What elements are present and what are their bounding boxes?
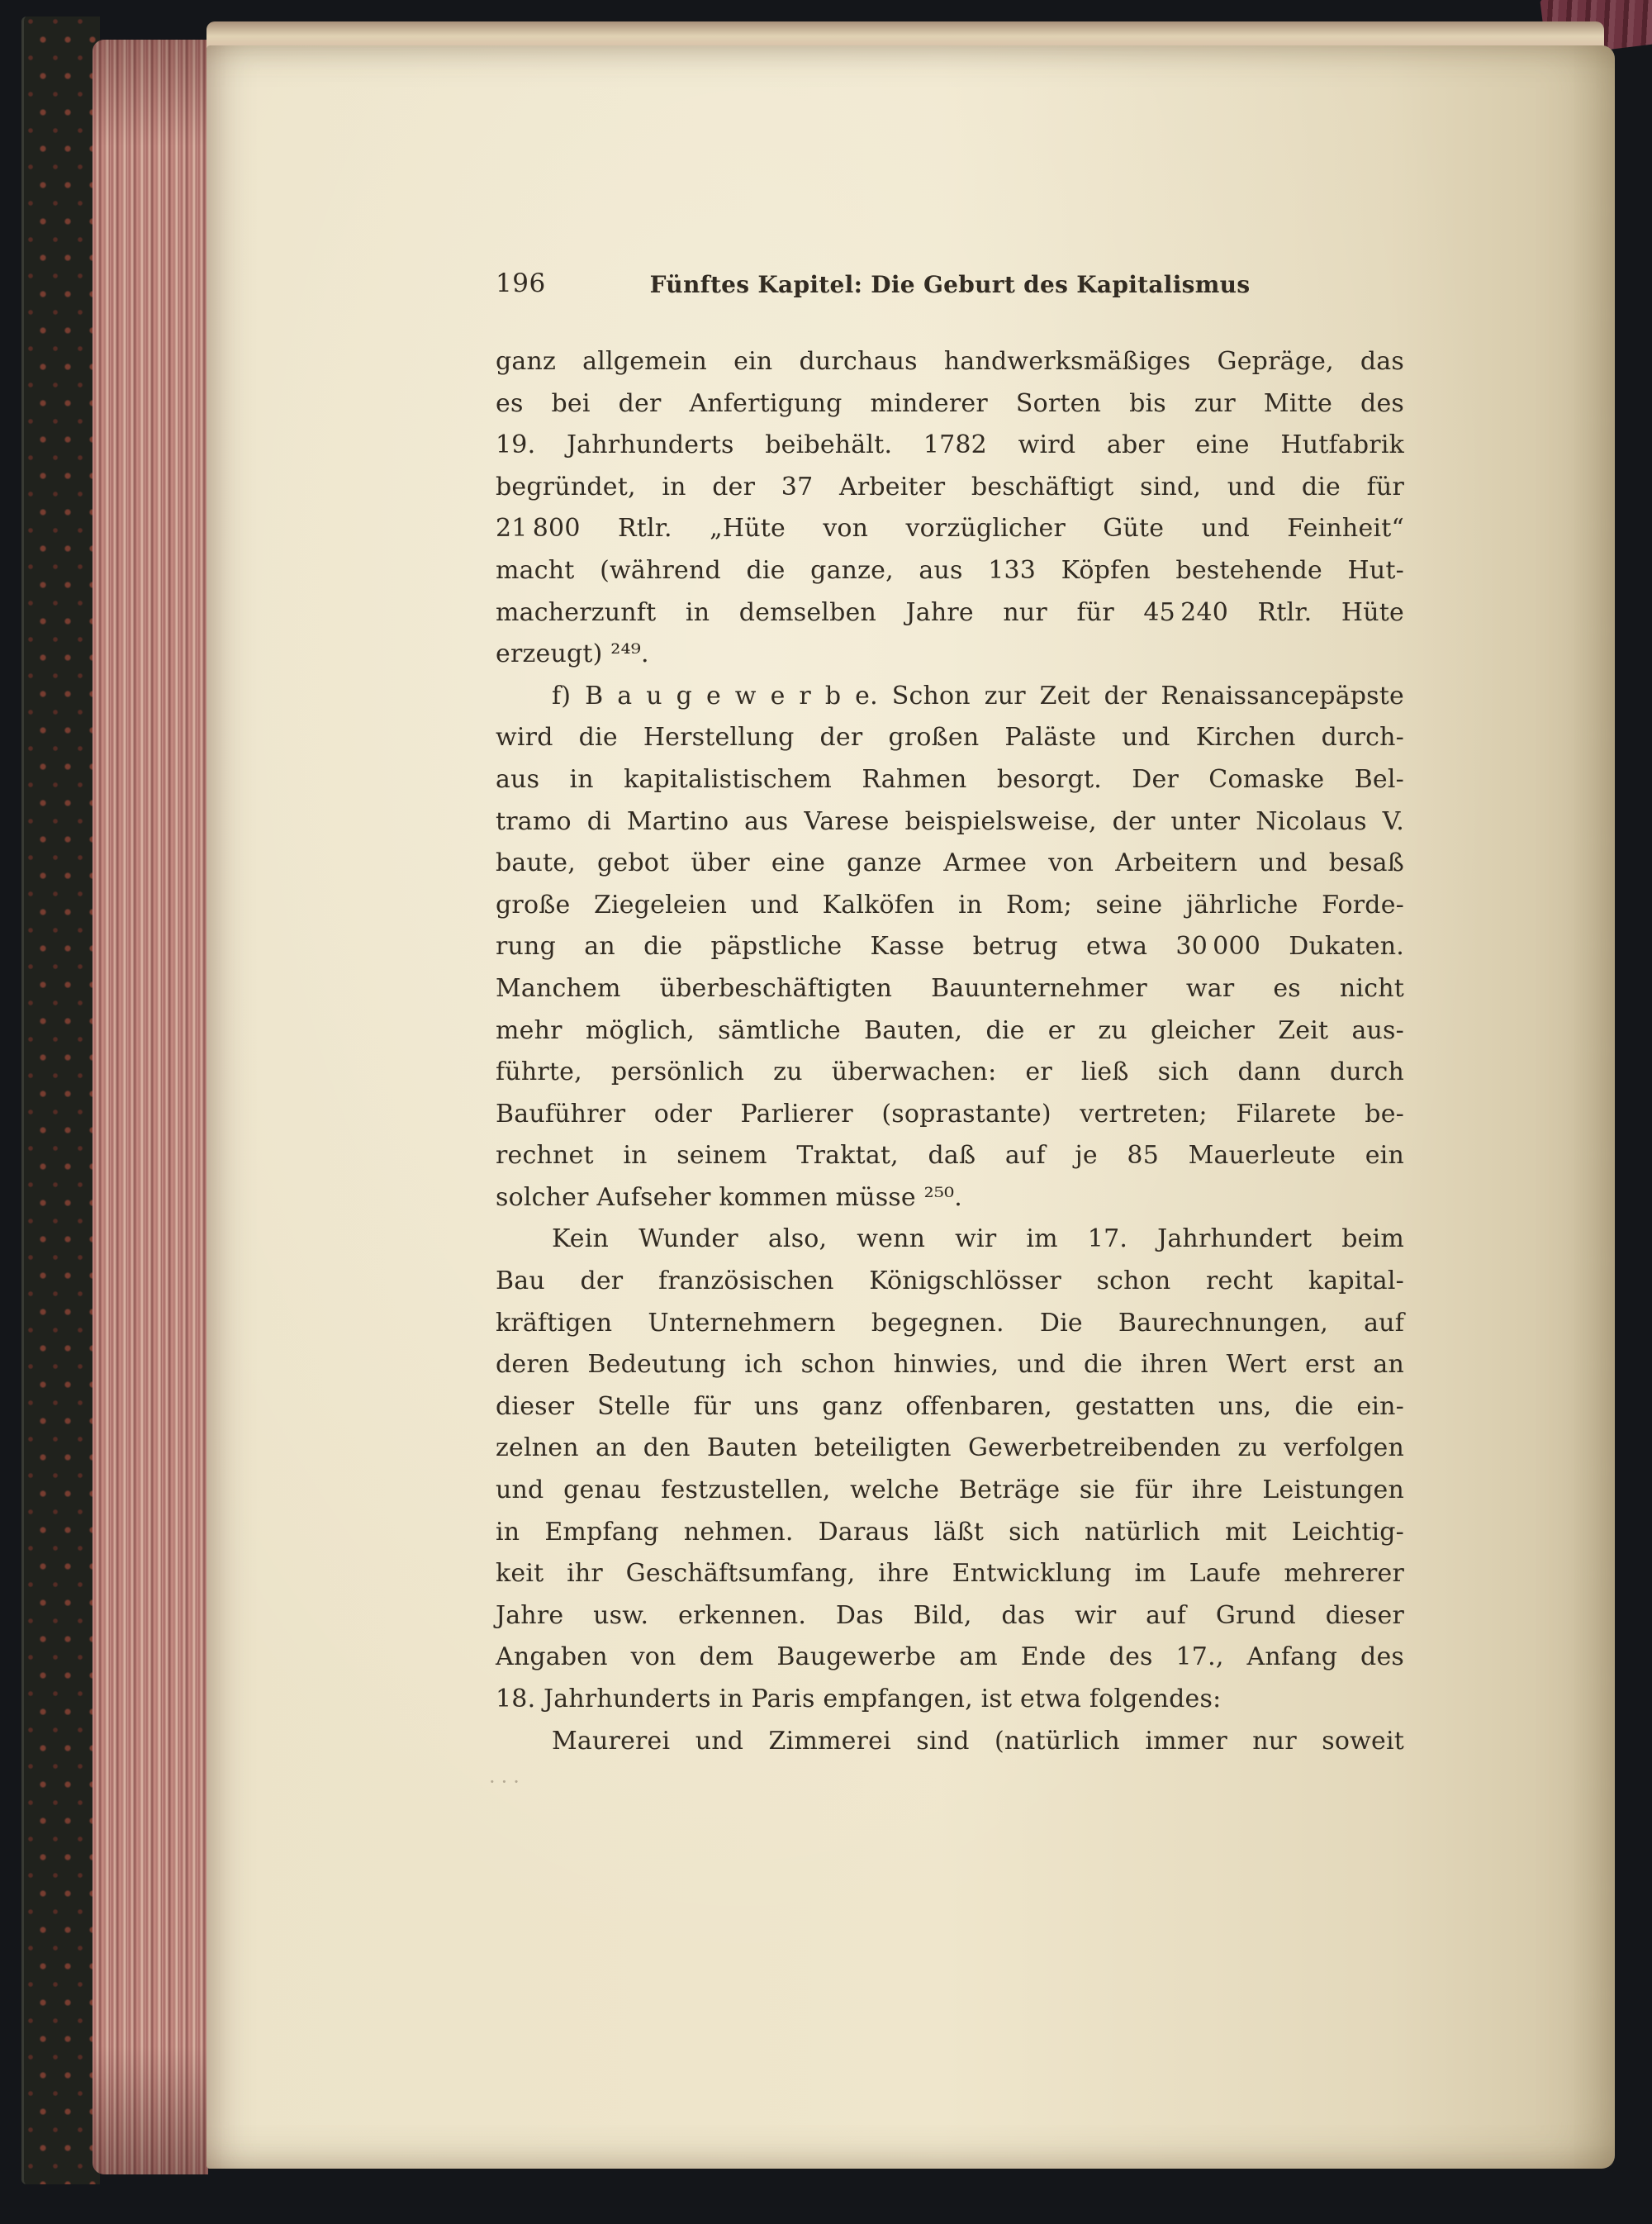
- text-line: macherzunft in demselben Jahre nur für 45 240 Rtlr. Hüte: [496, 597, 1404, 627]
- text-line: 19. Jahrhunderts beibehält. 1782 wird aber eine Hutfabrik: [496, 430, 1404, 460]
- paragraph: [496, 1219, 1404, 1720]
- text-line: macht (während die ganze, aus 133 Köpfen bestehende Hut-: [496, 555, 1404, 585]
- text-line: 18. Jahrhunderts in Paris empfangen, ist etwa folgendes:: [496, 1685, 1222, 1713]
- text-line: aus in kapitalistischem Rahmen besorgt. Der Comaske Bel-: [496, 764, 1404, 794]
- book-cover-spine: [21, 17, 100, 2184]
- paragraph: [496, 1721, 1404, 1763]
- text-line: tramo di Martino aus Varese beispielsweise, der unter Nicolaus V.: [496, 806, 1404, 836]
- text-line: Bauführer oder Parlierer (soprastante) vertreten; Filarete be-: [496, 1099, 1404, 1129]
- text-line: dieser Stelle für uns ganz offenbaren, gestatten uns, die ein-: [496, 1391, 1404, 1421]
- text-line: führte, persönlich zu überwachen: er ließ sich dann durch: [496, 1057, 1404, 1087]
- text-line: f) B a u g e w e r b e. Schon zur Zeit der Renaissancepäpste: [552, 681, 1404, 710]
- text-line: Bau der französischen Königschlösser schon recht kapital-: [496, 1266, 1404, 1296]
- text-line: in Empfang nehmen. Daraus läßt sich natürlich mit Leichtig-: [496, 1517, 1404, 1547]
- ink-artifact-dots: ···: [489, 1770, 525, 1794]
- paragraph: [496, 676, 1404, 1219]
- text-line: es bei der Anfertigung minderer Sorten bis zur Mitte des: [496, 388, 1404, 418]
- text-line: Kein Wunder also, wenn wir im 17. Jahrhundert beim: [552, 1224, 1404, 1254]
- paragraph: [496, 341, 1404, 676]
- text-line: solcher Aufseher kommen müsse ²⁵⁰.: [496, 1182, 963, 1212]
- text-line: Maurerei und Zimmerei sind (natürlich immer nur soweit: [552, 1726, 1404, 1756]
- text-line: rechnet in seinem Traktat, daß auf je 85 Mauerleute ein: [496, 1141, 1404, 1171]
- text-line: erzeugt) ²⁴⁹.: [496, 639, 649, 669]
- text-line: große Ziegeleien und Kalköfen in Rom; seine jährliche Forde-: [496, 890, 1404, 920]
- text-line: kräftigen Unternehmern begegnen. Die Baurechnungen, auf: [496, 1308, 1404, 1338]
- text-line: keit ihr Geschäftsumfang, ihre Entwicklung im Laufe mehrerer: [496, 1559, 1404, 1589]
- text-line: ganz allgemein ein durchaus handwerksmäßiges Gepräge, das: [496, 347, 1404, 376]
- text-line: wird die Herstellung der großen Paläste und Kirchen durch-: [496, 723, 1404, 753]
- text-line: zelnen an den Bauten beteiligten Gewerbetreibenden zu verfolgen: [496, 1433, 1404, 1463]
- text-line: und genau festzustellen, welche Beträge sie für ihre Leistungen: [496, 1476, 1404, 1505]
- text-line: begründet, in der 37 Arbeiter beschäftigt sind, und die für: [496, 472, 1404, 501]
- text-line: Jahre usw. erkennen. Das Bild, das wir auf Grund dieser: [496, 1600, 1404, 1630]
- text-line: Angaben von dem Baugewerbe am Ende des 17., Anfang des: [496, 1642, 1404, 1672]
- text-line: mehr möglich, sämtliche Bauten, die er zu gleicher Zeit aus-: [496, 1015, 1404, 1045]
- book-page: [206, 45, 1615, 2169]
- body-text: [496, 341, 1404, 1762]
- page-number: 196: [496, 268, 546, 298]
- page-header: [496, 267, 1404, 303]
- page-edges-top: [206, 21, 1604, 48]
- text-line: 21 800 Rtlr. „Hüte von vorzüglicher Güte und Feinheit“: [496, 514, 1404, 544]
- text-line: baute, gebot über eine ganze Armee von Arbeitern und besaß: [496, 848, 1404, 878]
- text-line: deren Bedeutung ich schon hinwies, und die ihren Wert erst an: [496, 1350, 1404, 1380]
- running-header: Fünftes Kapitel: Die Geburt des Kapitalismus: [649, 271, 1251, 298]
- text-line: Manchem überbeschäftigten Bauunternehmer war es nicht: [496, 973, 1404, 1003]
- page-edges-left: [93, 40, 208, 2174]
- text-line: rung an die päpstliche Kasse betrug etwa 30 000 Dukaten.: [496, 932, 1404, 962]
